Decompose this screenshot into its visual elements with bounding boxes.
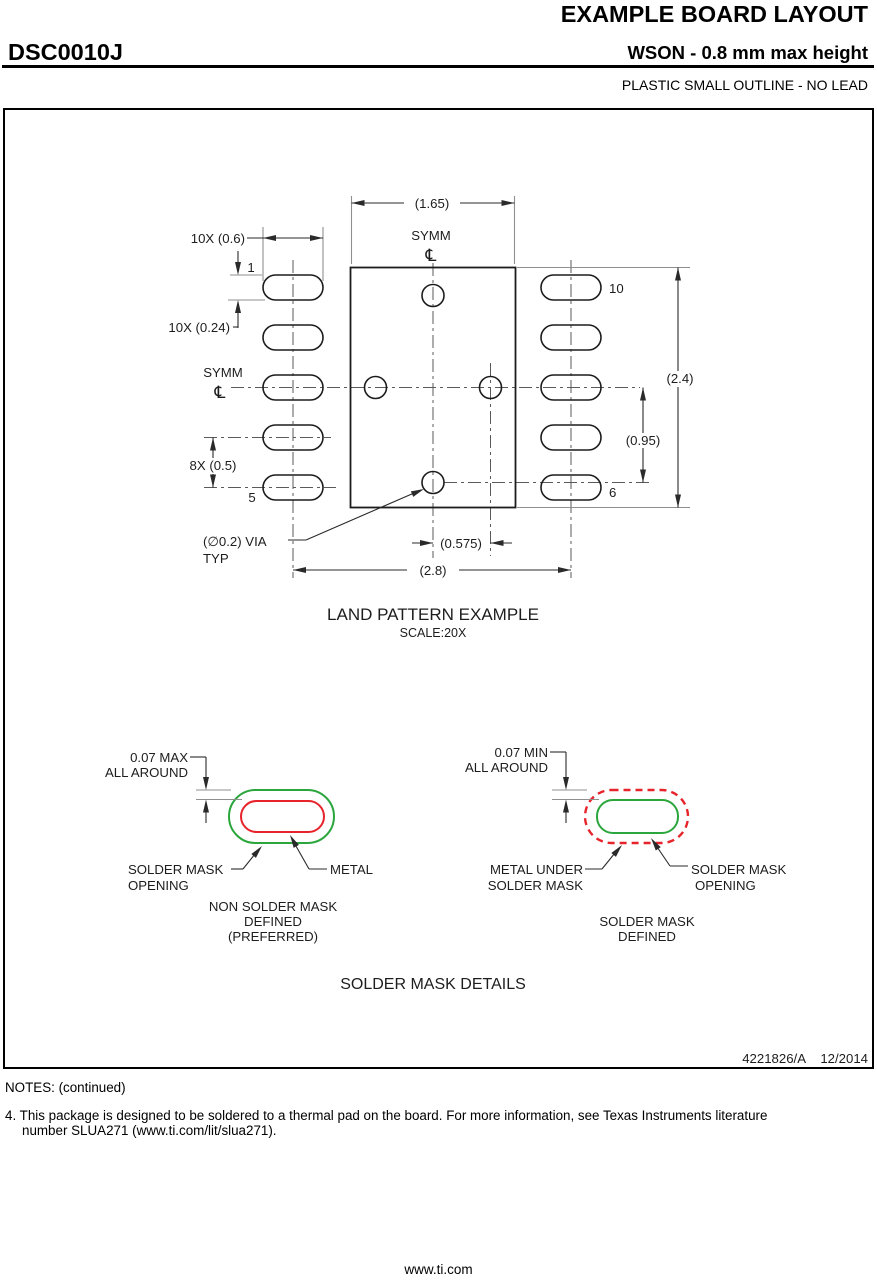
dim-label-pad-pitch: 8X (0.5) <box>189 458 237 473</box>
dim-label-thermal-height: (2.4) <box>666 371 694 386</box>
part-number: DSC0010J <box>8 39 123 65</box>
note-4-line2: number SLUA271 (www.ti.com/lit/slua271). <box>22 1123 277 1138</box>
land-pattern-scale: SCALE:20X <box>399 626 467 640</box>
nsmd-opening-label-line1: SOLDER MASK <box>128 862 224 877</box>
centerlines <box>204 260 649 578</box>
via-note-line2: TYP <box>203 551 229 566</box>
page-title: EXAMPLE BOARD LAYOUT <box>560 1 868 27</box>
dim-pad-width <box>191 227 323 281</box>
nsmd-solder-mask-opening-shape <box>229 790 334 843</box>
notes-header: NOTES: (continued) <box>5 1080 126 1095</box>
smd-opening-label-line2: OPENING <box>695 878 756 893</box>
dim-pad-span <box>293 562 571 578</box>
pin-1-label: 1 <box>247 260 255 275</box>
smd-figure <box>465 745 787 944</box>
dim-label-pad-height: 10X (0.24) <box>168 320 230 335</box>
package-type: PLASTIC SMALL OUTLINE - NO LEAD <box>621 77 868 93</box>
smd-metal-shape <box>597 800 678 833</box>
smd-metal-label-line2: SOLDER MASK <box>487 878 583 893</box>
dim-via-offset-x <box>412 536 512 551</box>
smd-caption-line1: SOLDER MASK <box>599 914 695 929</box>
symm-label-top: SYMM <box>411 228 451 243</box>
package-spec: WSON - 0.8 mm max height <box>627 42 868 63</box>
centerline-symbol-top: ℄ <box>425 246 437 265</box>
smd-solder-mask-opening-shape <box>585 790 688 843</box>
board-layout-drawing <box>5 110 872 1067</box>
nsmd-caption-line3: (PREFERRED) <box>227 929 319 944</box>
nsmd-dim-line2: ALL AROUND <box>104 765 188 780</box>
smd-caption-line2: DEFINED <box>618 929 676 944</box>
dim-label-thermal-width: (1.65) <box>414 196 450 211</box>
dim-label-via-offset-x: (0.575) <box>440 536 482 551</box>
nsmd-metal-shape <box>241 801 324 832</box>
doc-number: 4221826/A <box>742 1051 806 1066</box>
dim-pad-pitch <box>180 438 246 488</box>
nsmd-caption-line1: NON SOLDER MASK <box>208 899 338 914</box>
website-link: www.ti.com <box>404 1262 473 1277</box>
land-pattern-title: LAND PATTERN EXAMPLE <box>327 605 539 624</box>
header-rule <box>2 65 874 68</box>
solder-mask-details-title: SOLDER MASK DETAILS <box>340 976 526 993</box>
via-callout <box>203 486 425 566</box>
smd-dim-line1: 0.07 MIN <box>494 745 548 760</box>
pin-6-label: 6 <box>609 485 617 500</box>
pin-10-label: 10 <box>609 281 624 296</box>
nsmd-caption-line2: DEFINED <box>244 914 302 929</box>
symm-label-left: SYMM <box>203 365 243 380</box>
dim-via-offset-y <box>612 388 674 483</box>
centerline-symbol-left: ℄ <box>214 383 226 402</box>
dim-label-via-offset-y: (0.95) <box>625 433 661 448</box>
drawing-frame <box>3 108 874 1069</box>
nsmd-opening-label-line2: OPENING <box>128 878 189 893</box>
smd-dim-line2: ALL AROUND <box>464 760 548 775</box>
via-note-line1: (∅0.2) VIA <box>203 534 267 549</box>
note-4-line1: 4. This package is designed to be soldered to a thermal pad on the board. For more information, see Texas Instruments literature <box>5 1108 768 1123</box>
nsmd-metal-label: METAL <box>330 862 373 877</box>
nsmd-dim-line1: 0.07 MAX <box>130 750 188 765</box>
nsmd-figure <box>105 750 373 944</box>
dim-label-pad-width: 10X (0.6) <box>190 231 245 246</box>
smd-opening-label-line1: SOLDER MASK <box>691 862 787 877</box>
doc-date: 12/2014 <box>820 1051 868 1066</box>
smd-metal-label-line1: METAL UNDER <box>489 862 583 877</box>
pin-5-label: 5 <box>248 490 256 505</box>
dim-label-pad-span: (2.8) <box>419 563 447 578</box>
